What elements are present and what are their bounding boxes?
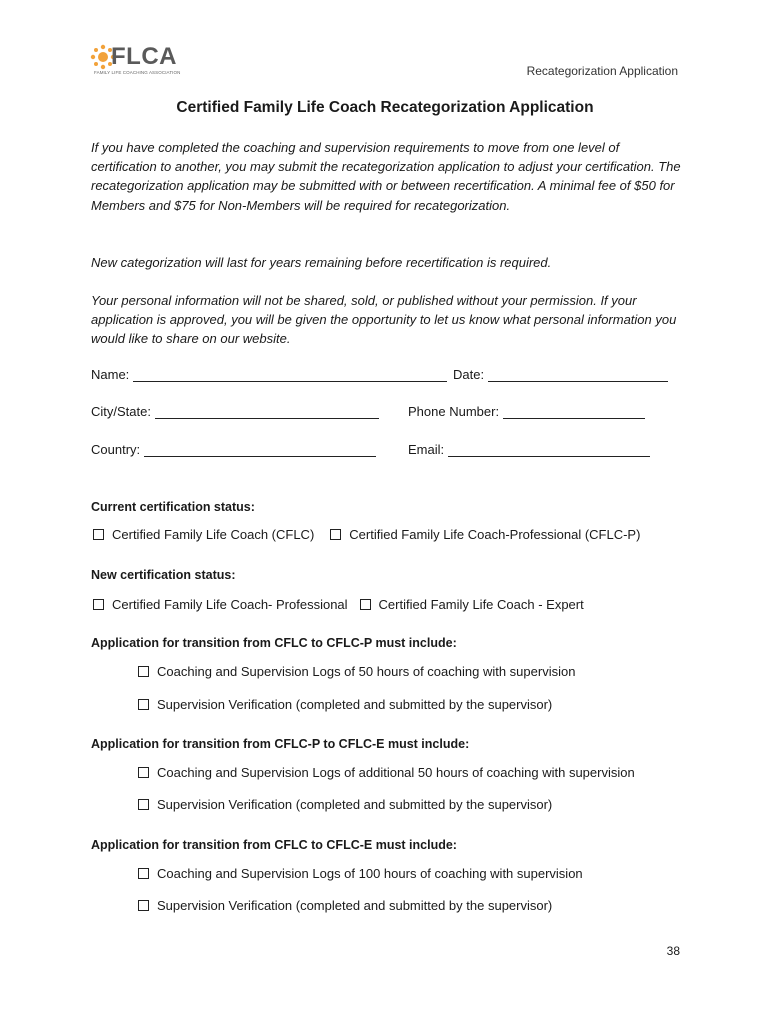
checkbox-requirement[interactable] <box>138 868 149 879</box>
running-title: Recategorization Application <box>526 64 678 78</box>
transition-cflc-to-cflc-p-heading: Application for transition from CFLC to CFLC-P must include: <box>91 636 457 650</box>
checkbox-requirement[interactable] <box>138 799 149 810</box>
requirement-item <box>138 797 552 812</box>
new-status-options <box>93 597 584 612</box>
requirement-item <box>138 866 583 881</box>
privacy-note: Your personal information will not be shared, sold, or published without your permission. If your application is approved, you will be given the opportunity to let us know what personal information you would like to share on our website. <box>91 293 677 347</box>
date-field[interactable] <box>453 367 668 382</box>
requirement-label: Coaching and Supervision Logs of 50 hours of coaching with supervision <box>157 664 576 679</box>
checkbox-requirement[interactable] <box>138 767 149 778</box>
current-status-options <box>93 527 640 542</box>
categorization-note: New categorization will last for years remaining before recertification is required. <box>91 255 552 270</box>
email-field[interactable] <box>408 442 650 457</box>
country-label: Country: <box>91 442 141 457</box>
transition-cflc-p-to-cflc-e-heading: Application for transition from CFLC-P to CFLC-E must include: <box>91 737 470 751</box>
city-state-label: City/State: <box>91 404 151 419</box>
phone-input-line[interactable] <box>503 404 645 419</box>
checkbox-requirement[interactable] <box>138 666 149 677</box>
email-input-line[interactable] <box>448 442 650 457</box>
checkbox-cflc[interactable] <box>93 529 104 540</box>
requirement-label: Coaching and Supervision Logs of 100 hours of coaching with supervision <box>157 866 583 881</box>
city-state-input-line[interactable] <box>155 404 379 419</box>
requirement-label: Supervision Verification (completed and submitted by the supervisor) <box>157 898 553 913</box>
checkbox-requirement[interactable] <box>138 900 149 911</box>
checkbox-requirement[interactable] <box>138 699 149 710</box>
requirement-item <box>138 765 635 780</box>
transition-cflc-to-cflc-e-heading: Application for transition from CFLC to CFLC-E must include: <box>91 838 457 852</box>
intro-paragraph: If you have completed the coaching and supervision requirements to move from one level of certification to another, you may submit the recategorization application to adjust your certification. The recategorization application may be submitted with or between recertification. A minimal fee of $50 for Members and $75 for Non-Members will be required for recategorization. <box>91 140 681 213</box>
checkbox-cflc-p[interactable] <box>330 529 341 540</box>
phone-label: Phone Number: <box>408 404 500 419</box>
option-cflc-p-label: Certified Family Life Coach-Professional (CFLC-P) <box>349 527 641 542</box>
requirement-item <box>138 697 552 712</box>
country-input-line[interactable] <box>144 442 376 457</box>
page-number: 38 <box>666 944 680 958</box>
page-title: Certified Family Life Coach Recategorization Application <box>176 99 594 116</box>
requirement-item <box>138 898 552 913</box>
phone-field[interactable] <box>408 404 645 419</box>
requirement-label: Coaching and Supervision Logs of additional 50 hours of coaching with supervision <box>157 765 635 780</box>
logo-tagline: FAMILY LIFE COACHING ASSOCIATION <box>94 70 181 75</box>
name-field[interactable] <box>91 367 447 382</box>
date-input-line[interactable] <box>488 367 668 382</box>
name-label: Name: <box>91 367 130 382</box>
option-new-professional-label: Certified Family Life Coach- Professional <box>112 597 348 612</box>
country-field[interactable] <box>91 442 376 457</box>
name-input-line[interactable] <box>133 367 447 382</box>
option-cflc-label: Certified Family Life Coach (CFLC) <box>112 527 315 542</box>
logo-text: FLCA <box>111 43 177 70</box>
requirement-item <box>138 664 575 679</box>
new-status-heading: New certification status: <box>91 568 236 582</box>
city-state-field[interactable] <box>91 404 379 419</box>
email-label: Email: <box>408 442 445 457</box>
date-label: Date: <box>453 367 485 382</box>
requirement-label: Supervision Verification (completed and submitted by the supervisor) <box>157 697 553 712</box>
checkbox-new-expert[interactable] <box>360 599 371 610</box>
current-status-heading: Current certification status: <box>91 500 255 514</box>
checkbox-new-professional[interactable] <box>93 599 104 610</box>
option-new-expert-label: Certified Family Life Coach - Expert <box>378 597 584 612</box>
requirement-label: Supervision Verification (completed and submitted by the supervisor) <box>157 797 553 812</box>
